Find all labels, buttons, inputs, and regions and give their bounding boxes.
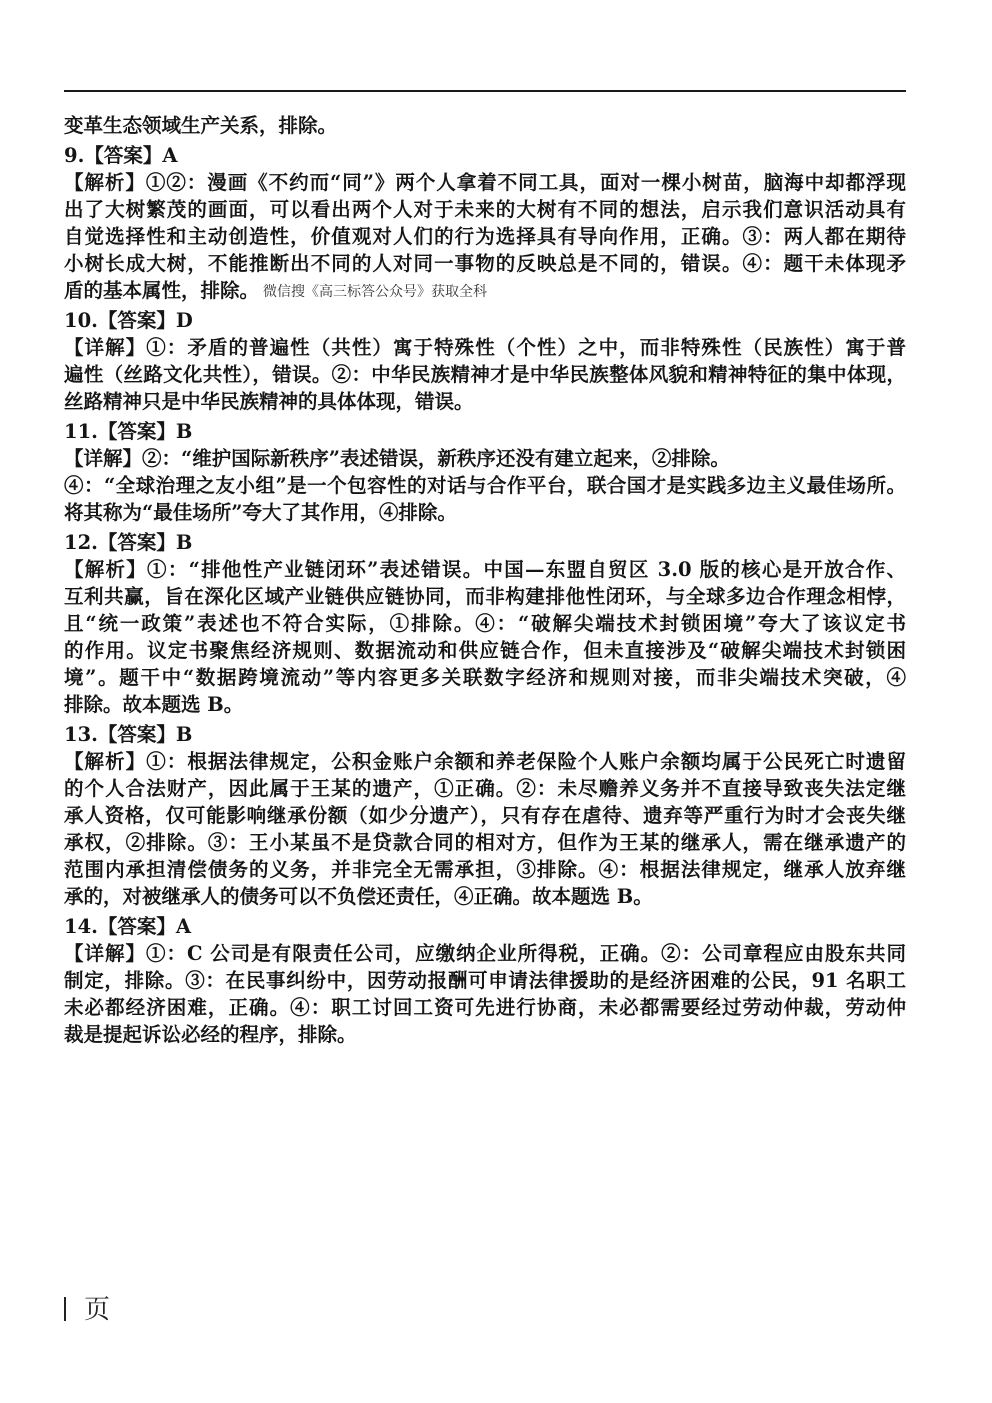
text-line: 承权，②排除。③：王小某虽不是贷款合同的相对方，但作为王某的继承人，需在继承遗产的 xyxy=(64,831,906,854)
watermark-note: 微信搜《高三标答公众号》获取全科 xyxy=(263,284,488,300)
text-line: 范围内承担清偿债务的义务，并非完全无需承担，③排除。④：根据法律规定，继承人放弃继 xyxy=(64,858,906,881)
text-line: 丝路精神只是中华民族精神的具体体现，错误。 xyxy=(64,390,474,413)
page-edge-mark xyxy=(64,1297,66,1321)
text-line: ④：“全球治理之友小组”是一个包容性的对话与合作平台，联合国才是实践多边主义最佳场所。 xyxy=(64,474,906,497)
answer-heading-13: 13.【答案】B xyxy=(64,723,193,746)
text-line: 【详解】②：“维护国际新秩序”表述错误，新秩序还没有建立起来，②排除。 xyxy=(64,447,730,470)
text-line: 小树长成大树，不能推断出不同的人对同一事物的反映总是不同的，错误。④：题干未体现矛 xyxy=(64,252,906,275)
text-line: 承人资格，仅可能影响继承份额（如少分遗产），只有存在虐待、遗弃等严重行为时才会丧失继 xyxy=(64,804,906,827)
page-label: 页 xyxy=(84,1295,111,1325)
text-line: 排除。故本题选 B。 xyxy=(64,693,244,716)
answer-heading-12: 12.【答案】B xyxy=(64,531,193,554)
text-line: 将其称为“最佳场所”夸大了其作用，④排除。 xyxy=(64,501,457,524)
text-line: 出了大树繁茂的画面，可以看出两个人对于未来的大树有不同的想法，启示我们意识活动具有 xyxy=(64,198,906,221)
text-line: 变革生态领域生产关系，排除。 xyxy=(64,114,338,137)
text-segment: 盾的基本属性，排除。 xyxy=(64,279,260,302)
page-footer xyxy=(64,1290,110,1330)
text-line: 未必都经济困难，正确。④：职工讨回工资可先进行协商，未必都需要经过劳动仲裁，劳动仲 xyxy=(64,996,906,1019)
text-line: 【详解】①：矛盾的普遍性（共性）寓于特殊性（个性）之中，而非特殊性（民族性）寓于普 xyxy=(64,336,906,359)
text-line: 承的，对被继承人的债务可以不负偿还责任，④正确。故本题选 B。 xyxy=(64,885,653,908)
text-line-with-note xyxy=(64,277,906,304)
text-line: 互利共赢，旨在深化区域产业链供应链协同，而非构建排他性闭环，与全球多边合作理念相悖， xyxy=(64,585,906,608)
answer-heading-14: 14.【答案】A xyxy=(64,915,192,938)
text-line: 制定，排除。③：在民事纠纷中，因劳动报酬可申请法律援助的是经济困难的公民，91 名职工 xyxy=(64,969,906,992)
text-line: 境”。题干中“数据跨境流动”等内容更多关联数字经济和规则对接，而非尖端技术突破，④ xyxy=(64,666,906,689)
text-line: 【详解】①：C 公司是有限责任公司，应缴纳企业所得税，正确。②：公司章程应由股东共同 xyxy=(64,942,906,965)
text-line: 遍性（丝路文化共性），错误。②：中华民族精神才是中华民族整体风貌和精神特征的集中体现， xyxy=(64,363,906,386)
text-line: 【解析】①②：漫画《不约而“同”》两个人拿着不同工具，面对一棵小树苗，脑海中却都浮现 xyxy=(64,171,906,194)
text-line: 裁是提起诉讼必经的程序，排除。 xyxy=(64,1023,357,1046)
text-line: 【解析】①：“排他性产业链闭环”表述错误。中国—东盟自贸区 3.0 版的核心是开放合作、 xyxy=(64,558,906,581)
text-line: 且“统一政策”表述也不符合实际，①排除。④：“破解尖端技术封锁困境”夸大了该议定书 xyxy=(64,612,906,635)
text-line: 【解析】①：根据法律规定，公积金账户余额和养老保险个人账户余额均属于公民死亡时遗留 xyxy=(64,750,906,773)
text-line: 的个人合法财产，因此属于王某的遗产，①正确。②：未尽赡养义务并不直接导致丧失法定继 xyxy=(64,777,906,800)
answer-heading-11: 11.【答案】B xyxy=(64,420,193,443)
text-line: 的作用。议定书聚焦经济规则、数据流动和供应链合作，但未直接涉及“破解尖端技术封锁困 xyxy=(64,639,906,662)
text-line: 自觉选择性和主动创造性，价值观对人们的行为选择具有导向作用，正确。③：两人都在期待 xyxy=(64,225,906,248)
answer-heading-9: 9.【答案】A xyxy=(64,144,178,167)
answer-explanations xyxy=(64,112,906,1048)
header-rule xyxy=(64,90,906,92)
answer-heading-10: 10.【答案】D xyxy=(64,309,193,332)
